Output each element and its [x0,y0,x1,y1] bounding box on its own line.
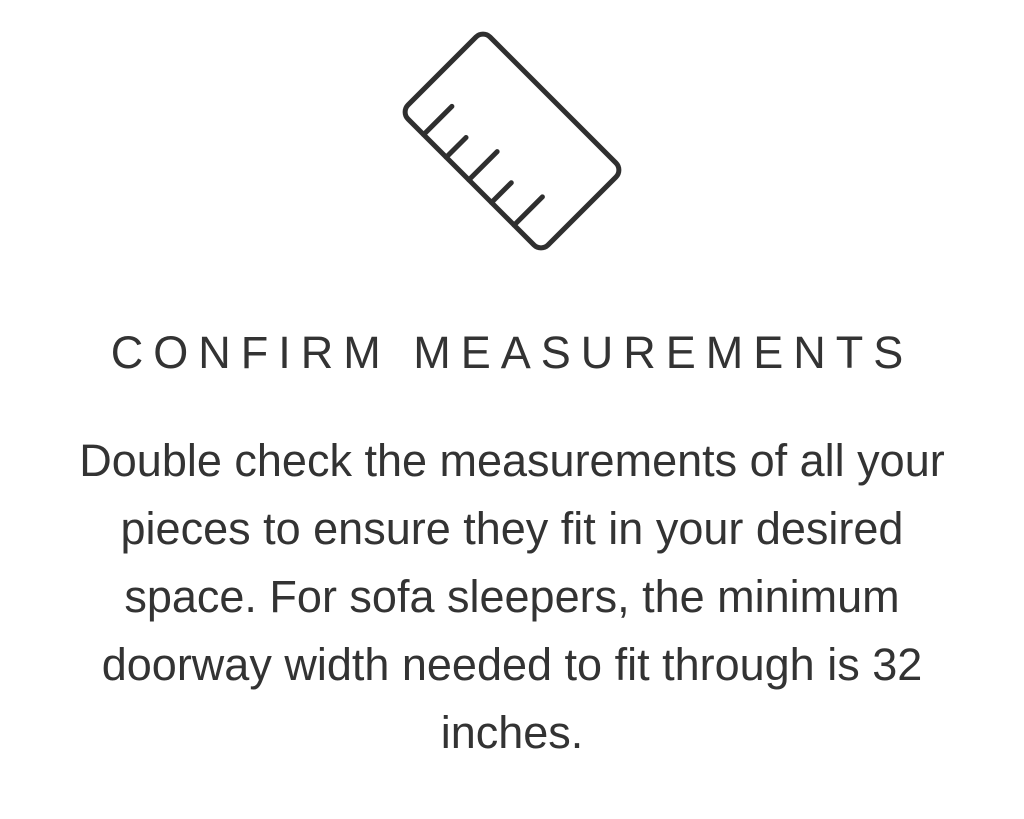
ruler-icon [362,26,662,256]
description-text: Double check the measurements of all your pieces to ensure they fit in your desired space. For sofa sleepers, the minimum doorway width needed to fit through is 32 inches. [79,435,945,758]
page-title: CONFIRM MEASUREMENTS [110,327,914,378]
